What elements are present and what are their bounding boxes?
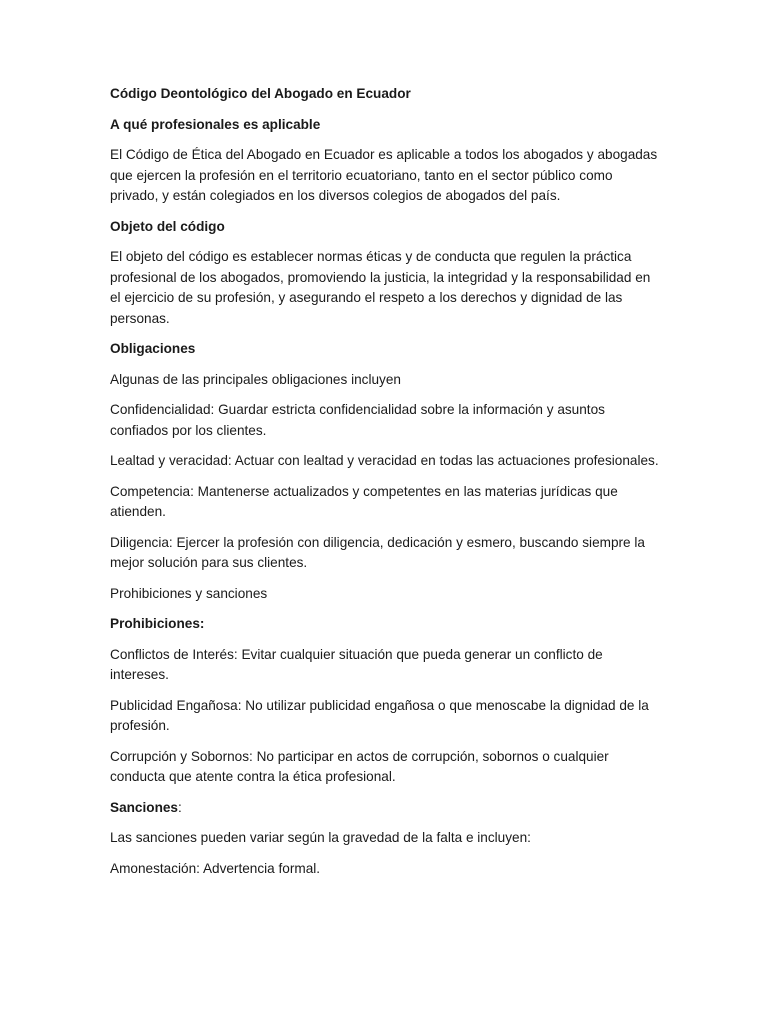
prohibicion-item-conflictos: Conflictos de Interés: Evitar cualquier situación que pueda generar un conflicto de intereses. <box>110 646 603 682</box>
obligacion-item-lealtad: Lealtad y veracidad: Actuar con lealtad y veracidad en todas las actuaciones profesionales. <box>110 453 659 468</box>
objeto-heading: Objeto del código <box>110 218 225 234</box>
applicable-paragraph: El Código de Ética del Abogado en Ecuador es aplicable a todos los abogados y abogadas que ejercen la profesión en el territorio ecuatoriano, tanto en el sector público como privado, y están colegiados en los diversos colegios de abogados del país. <box>110 147 658 203</box>
sanciones-intro: Las sanciones pueden variar según la gravedad de la falta e incluyen: <box>110 830 531 845</box>
obligacion-item-diligencia: Diligencia: Ejercer la profesión con diligencia, dedicación y esmero, buscando siempre la mejor solución para sus clientes. <box>110 534 645 570</box>
sanciones-heading-line <box>110 798 660 819</box>
obligaciones-intro: Algunas de las principales obligaciones incluyen <box>110 371 401 387</box>
applicable-heading: A qué profesionales es aplicable <box>110 116 321 132</box>
prohibicion-item-publicidad: Publicidad Engañosa: No utilizar publicidad engañosa o que menoscabe la dignidad de la profesión. <box>110 697 649 733</box>
obligaciones-heading: Obligaciones <box>110 341 196 356</box>
sanciones-heading-suffix: : <box>178 799 182 815</box>
document-body <box>110 84 660 889</box>
sanciones-heading: Sanciones <box>110 799 178 815</box>
objeto-paragraph: El objeto del código es establecer normas éticas y de conducta que regulen la práctica profesional de los abogados, promoviendo la justicia, la integridad y la responsabilidad en el ejercicio de su profesión, y asegurando el respeto a los derechos y dignidad de las personas. <box>110 249 651 326</box>
document-title: Código Deontológico del Abogado en Ecuador <box>110 86 411 101</box>
sancion-item-amonestacion: Amonestación: Advertencia formal. <box>110 860 321 876</box>
obligacion-item-confidencialidad: Confidencialidad: Guardar estricta confidencialidad sobre la información y asuntos confiados por los clientes. <box>110 402 605 438</box>
obligacion-item-competencia: Competencia: Mantenerse actualizados y competentes en las materias jurídicas que atienden. <box>110 483 618 519</box>
prohibiciones-heading: Prohibiciones: <box>110 616 205 631</box>
prohibiciones-sanciones-label: Prohibiciones y sanciones <box>110 585 268 601</box>
prohibicion-item-corrupcion: Corrupción y Sobornos: No participar en actos de corrupción, sobornos o cualquier conducta que atente contra la ética profesional. <box>110 748 609 784</box>
